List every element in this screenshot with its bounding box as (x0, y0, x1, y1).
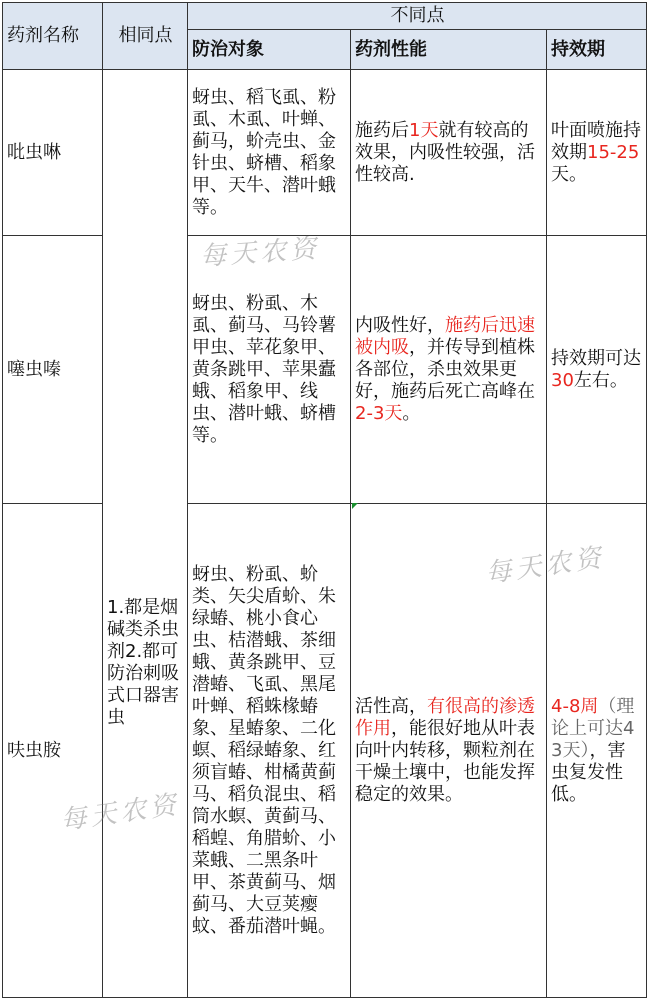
performance-text: 就有较高的效果，内吸性较强，活性较高. (355, 119, 535, 185)
table-row (3, 70, 647, 236)
cell-comment-marker (352, 503, 358, 509)
duration-text: 天。 (551, 163, 587, 185)
common-points: 1.都是烟碱类杀虫剂2.都可防治刺吸式口器害虫 (103, 70, 188, 998)
targets-cell: 蚜虫、粉虱、蚧类、矢尖盾蚧、朱绿蝽、桃小食心虫、桔潜蛾、茶细蛾、黄条跳甲、豆潜蝽、飞虱、黑尾叶蝉、稻蛛椽蝽象、星蝽象、二化螟、稻绿蝽象、红须盲蝽、柑橘黄蓟马、稻负混虫、稻筒水螟、黄蓟马、稻蝗、角腊蚧、小菜蛾、二黑条叶甲、茶黄蓟马、烟蓟马、大豆荚瘿蚊、番茄潜叶蝇。 (188, 504, 351, 998)
targets-cell: 蚜虫、粉虱、木虱、蓟马、马铃薯甲虫、苹花象甲、黄条跳甲、苹果蠹蛾、稻象甲、线虫、潜叶蛾、蛴槽等。 (188, 236, 351, 504)
performance-cell (351, 504, 547, 998)
duration-cell (547, 236, 647, 504)
header-name: 药剂名称 (3, 3, 103, 70)
header-performance: 药剂性能 (351, 30, 547, 70)
pesticide-name: 呋虫胺 (3, 504, 103, 998)
pesticide-name: 吡虫啉 (3, 70, 103, 236)
pesticide-name: 噻虫嗪 (3, 236, 103, 504)
header-common: 相同点 (103, 3, 188, 70)
performance-text: 。 (402, 402, 421, 424)
comparison-table (2, 2, 647, 998)
watermark: 每天农资 (58, 789, 182, 837)
header-duration: 持效期 (547, 30, 647, 70)
duration-cell (547, 70, 647, 236)
duration-highlight: 15-25 (587, 141, 640, 163)
performance-highlight: 有很高的渗透作用 (355, 695, 535, 739)
duration-text: 持效期可达 (551, 347, 641, 369)
performance-cell (351, 236, 547, 504)
duration-text: ，害虫复发性低。 (551, 739, 626, 805)
duration-highlight: 30 (551, 369, 574, 391)
watermark: 每天农资 (483, 542, 607, 590)
duration-note: （理论上可达43天） (551, 695, 635, 761)
performance-text: 内吸性好， (355, 314, 445, 336)
targets-cell: 蚜虫、稻飞虱、粉虱、木虱、叶蝉、蓟马，蚧壳虫、金针虫、蛴槽、稻象甲、天牛、潜叶蛾等。 (188, 70, 351, 236)
performance-highlight: 施药后迅速被内吸 (355, 314, 535, 358)
performance-text: 施药后 (355, 119, 409, 141)
header-targets: 防治对象 (188, 30, 351, 70)
performance-text: 活性高， (355, 695, 427, 717)
watermark: 每天农资 (199, 233, 322, 273)
performance-cell (351, 70, 547, 236)
table-row (3, 236, 647, 504)
performance-highlight: 1天 (409, 119, 439, 141)
duration-text: 叶面喷施持效期 (551, 119, 641, 163)
duration-highlight: 4-8周 (551, 695, 599, 717)
duration-cell (547, 504, 647, 998)
duration-text: 左右。 (573, 369, 628, 391)
performance-text: ，并传导到植株各部位，杀虫效果更好，施药后死亡高峰在 (355, 336, 535, 402)
performance-text: ，能很好地从叶表向叶内转移，颗粒剂在干燥土壤中，也能发挥稳定的效果。 (355, 717, 535, 805)
header-differences: 不同点 (188, 3, 647, 30)
table-row (3, 504, 647, 998)
performance-highlight: 2-3天 (355, 402, 403, 424)
